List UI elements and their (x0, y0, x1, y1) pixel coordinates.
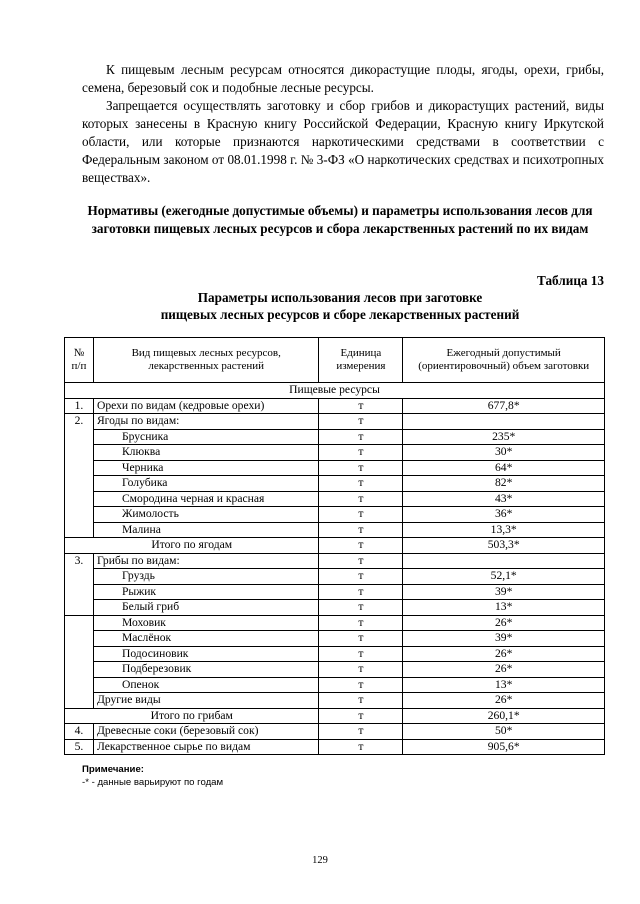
cell-unit: т (319, 724, 403, 740)
page-number: 129 (312, 855, 328, 866)
table-row-total (65, 708, 605, 724)
cell-name: Рыжик (93, 584, 319, 600)
cell-value: 52,1* (403, 569, 605, 585)
table-row (65, 693, 605, 709)
cell-total-label: Итого по грибам (65, 708, 319, 724)
cell-name: Голубика (93, 476, 319, 492)
section-food: Пищевые ресурсы (65, 383, 605, 399)
cell-value (403, 553, 605, 569)
cell-value: 39* (403, 631, 605, 647)
cell-name: Ягоды по видам: (93, 414, 319, 430)
cell-unit: т (319, 631, 403, 647)
cell-num: 5. (65, 739, 94, 755)
cell-value: 13* (403, 600, 605, 616)
cell-name: Малина (93, 522, 319, 538)
table-row (65, 429, 605, 445)
cell-unit: т (319, 507, 403, 523)
cell-unit: т (319, 522, 403, 538)
cell-unit: т (319, 429, 403, 445)
note-text: -* - данные варьируют по годам (82, 777, 224, 788)
cell-unit: т (319, 662, 403, 678)
resources-table (64, 337, 605, 755)
cell-unit: т (319, 538, 403, 554)
header-num: № п/п (65, 338, 94, 383)
cell-name: Белый гриб (93, 600, 319, 616)
cell-unit: т (319, 615, 403, 631)
cell-num-empty (65, 615, 94, 708)
cell-unit: т (319, 491, 403, 507)
section-row (65, 383, 605, 399)
cell-value: 260,1* (403, 708, 605, 724)
cell-unit: т (319, 584, 403, 600)
table-row (65, 507, 605, 523)
table-row (65, 569, 605, 585)
cell-name: Лекарственное сырье по видам (93, 739, 319, 755)
cell-value: 43* (403, 491, 605, 507)
cell-value: 13* (403, 677, 605, 693)
cell-value (403, 414, 605, 430)
cell-unit: т (319, 460, 403, 476)
cell-name: Другие виды (93, 693, 319, 709)
table-row (65, 460, 605, 476)
cell-value: 39* (403, 584, 605, 600)
cell-value: 26* (403, 662, 605, 678)
cell-unit: т (319, 398, 403, 414)
cell-value: 30* (403, 445, 605, 461)
section-heading: Нормативы (ежегодные допустимые объемы) и параметры использования лесов для заготовки пищевых лесных ресурсов и сбора лекарственных растений по их видам (87, 203, 593, 236)
cell-name: Клюква (93, 445, 319, 461)
cell-unit: т (319, 708, 403, 724)
table-row (65, 662, 605, 678)
cell-num: 4. (65, 724, 94, 740)
table-row (65, 398, 605, 414)
cell-value: 235* (403, 429, 605, 445)
cell-unit: т (319, 414, 403, 430)
cell-name: Жимолость (93, 507, 319, 523)
cell-value: 26* (403, 646, 605, 662)
note-title: Примечание: (82, 764, 144, 775)
paragraph-food-resources: К пищевым лесным ресурсам относятся дикорастущие плоды, ягоды, орехи, грибы, семена, березовый сок и подобные лесные ресурсы. (82, 62, 604, 95)
table-row (65, 724, 605, 740)
table-caption (60, 289, 620, 323)
cell-num: 3. (65, 553, 94, 615)
cell-value: 905,6* (403, 739, 605, 755)
cell-name: Брусника (93, 429, 319, 445)
cell-value: 26* (403, 615, 605, 631)
table-row (65, 739, 605, 755)
cell-unit: т (319, 739, 403, 755)
cell-num: 1. (65, 398, 94, 414)
table-row (65, 476, 605, 492)
table-row (65, 584, 605, 600)
table-note (82, 763, 223, 789)
cell-unit: т (319, 445, 403, 461)
table-row (65, 677, 605, 693)
header-unit: Единица измерения (319, 338, 403, 383)
table-row (65, 646, 605, 662)
cell-unit: т (319, 693, 403, 709)
header-volume: Ежегодный допустимый (ориентировочный) объем заготовки (403, 338, 605, 383)
table-row (65, 491, 605, 507)
cell-unit: т (319, 476, 403, 492)
cell-value: 26* (403, 693, 605, 709)
cell-name: Груздь (93, 569, 319, 585)
table-number: Таблица 13 (537, 273, 604, 288)
header-type: Вид пищевых лесных ресурсов, лекарственных растений (93, 338, 319, 383)
cell-name: Моховик (93, 615, 319, 631)
cell-value: 36* (403, 507, 605, 523)
table-row (65, 631, 605, 647)
table-row (65, 600, 605, 616)
cell-name: Подосиновик (93, 646, 319, 662)
paragraph-prohibition: Запрещается осуществлять заготовку и сбор грибов и дикорастущих растений, виды которых занесены в Красную книгу Российской Федерации, Красную книгу Иркутской области, или которые признаются наркотическими средствами в соответствии с Федеральным законом от 08.01.1998 г. № 3-ФЗ «О наркотических средствах и психотропных веществах». (82, 98, 604, 185)
cell-name: Смородина черная и красная (93, 491, 319, 507)
cell-value: 13,3* (403, 522, 605, 538)
cell-name: Древесные соки (березовый сок) (93, 724, 319, 740)
cell-name: Опенок (93, 677, 319, 693)
cell-name: Грибы по видам: (93, 553, 319, 569)
cell-value: 677,8* (403, 398, 605, 414)
cell-value: 50* (403, 724, 605, 740)
table-caption-line1: Параметры использования лесов при заготовке (197, 290, 483, 305)
cell-unit: т (319, 600, 403, 616)
cell-total-label: Итого по ягодам (65, 538, 319, 554)
cell-value: 82* (403, 476, 605, 492)
cell-name: Орехи по видам (кедровые орехи) (93, 398, 319, 414)
cell-value: 503,3* (403, 538, 605, 554)
table-row-total (65, 538, 605, 554)
table-header-row (65, 338, 605, 383)
cell-name: Подберезовик (93, 662, 319, 678)
cell-value: 64* (403, 460, 605, 476)
table-row (65, 615, 605, 631)
cell-unit: т (319, 646, 403, 662)
table-row (65, 445, 605, 461)
cell-unit: т (319, 553, 403, 569)
cell-num: 2. (65, 414, 94, 538)
cell-name: Маслёнок (93, 631, 319, 647)
cell-unit: т (319, 569, 403, 585)
table-row (65, 522, 605, 538)
table-caption-line2: пищевых лесных ресурсов и сборе лекарственных растений (160, 307, 520, 322)
cell-unit: т (319, 677, 403, 693)
table-row (65, 553, 605, 569)
cell-name: Черника (93, 460, 319, 476)
table-row (65, 414, 605, 430)
